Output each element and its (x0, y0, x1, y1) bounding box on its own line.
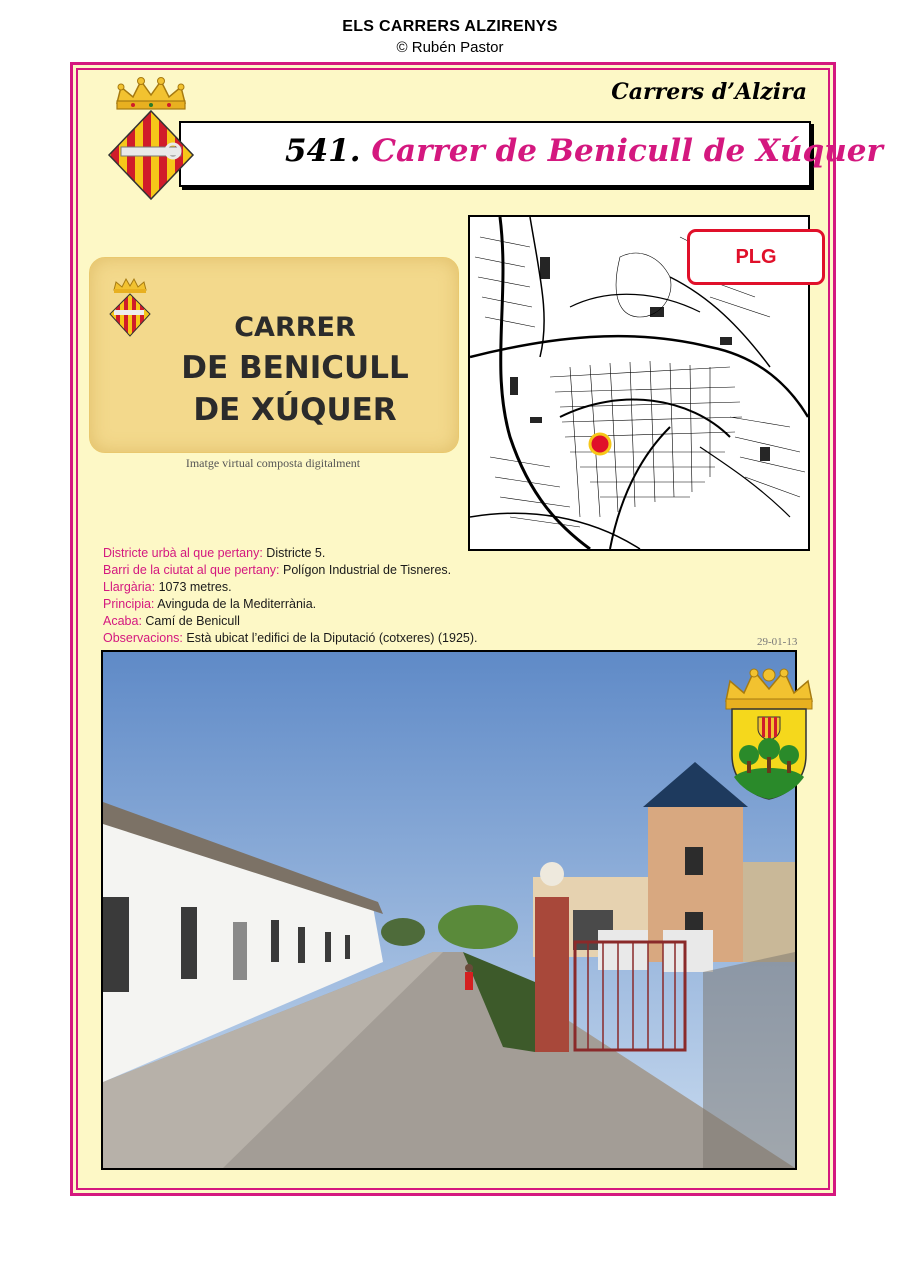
info-observations (103, 630, 478, 647)
street-photo-drawing (103, 652, 795, 1168)
sign-line-2: DE BENICULL (181, 350, 409, 386)
sign-caption: Imatge virtual composta digitalment (185, 456, 361, 470)
sign-line-3: DE XÚQUER (193, 392, 397, 428)
info-end (103, 613, 478, 630)
street-name: Carrer de Benicull de Xúquer (371, 133, 883, 169)
info-neighbourhood (103, 562, 478, 579)
zone-badge: PLG (687, 229, 825, 285)
info-value: Avinguda de la Mediterrània. (157, 597, 317, 611)
info-district (103, 545, 478, 562)
street-sign (89, 257, 459, 453)
info-label: Principia: (103, 597, 155, 611)
info-value: Està ubicat l’edifici de la Diputació (cotxeres) (1925). (186, 631, 478, 645)
info-label: Barri de la ciutat al que pertany: (103, 563, 280, 577)
page-frame (70, 62, 883, 1196)
info-label: Acaba: (103, 614, 142, 628)
info-label: Llargària: (103, 580, 156, 594)
info-start (103, 596, 478, 613)
alzira-coat-of-arms-icon (103, 73, 199, 203)
street-photo (101, 650, 797, 1170)
crown-icon (117, 78, 185, 110)
info-label: Districte urbà al que pertany: (103, 546, 263, 560)
map-location-marker (590, 434, 610, 454)
document-author: © Rubén Pastor (396, 39, 504, 56)
series-brand: Carrers d’Alzira (611, 79, 807, 105)
benicull-coat-of-arms-icon (716, 665, 822, 803)
info-value: Polígon Industrial de Tisneres. (282, 563, 452, 577)
info-value: Camí de Benicull (145, 614, 240, 628)
street-info (103, 545, 478, 647)
street-title (285, 133, 883, 169)
street-title-box (179, 121, 883, 187)
sign-line-1: CARRER (234, 312, 356, 343)
info-value: 1073 metres. (158, 580, 232, 594)
info-label: Observacions: (103, 631, 183, 645)
info-length (103, 579, 478, 596)
photo-date: 29-01-13 (757, 636, 798, 648)
street-number: 541. (285, 133, 361, 169)
info-value: Districte 5. (266, 546, 326, 560)
document-title: ELS CARRERS ALZIRENYS (342, 18, 558, 35)
